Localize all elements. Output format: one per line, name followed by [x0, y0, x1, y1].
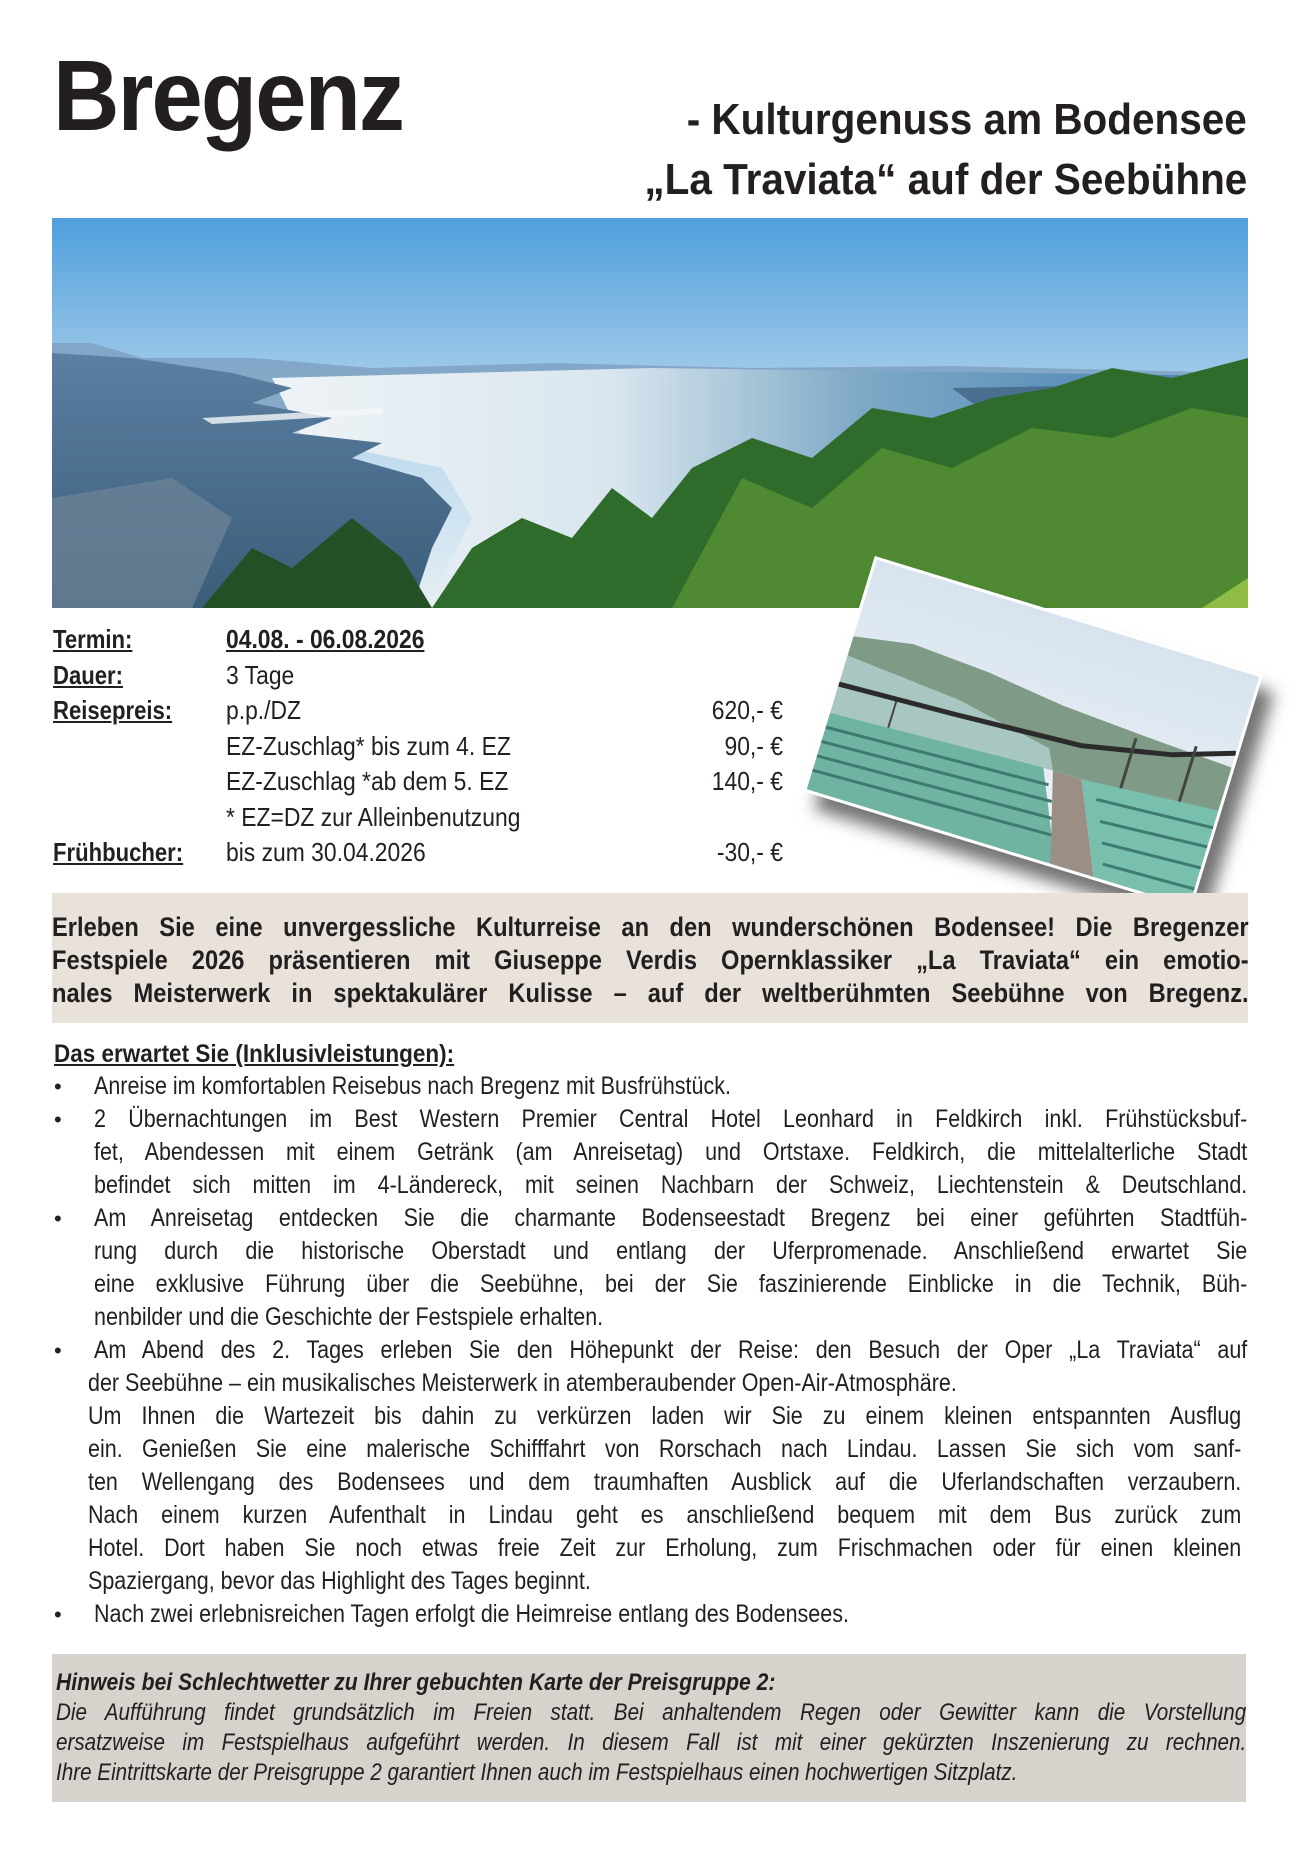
inclusions-heading: Das erwartet Sie (Inklusivleistungen): [54, 1040, 455, 1068]
fact-label: Dauer: [53, 659, 124, 690]
item-line: ten Wellengang des Bodensees und dem traumhaften Ausblick auf die Uferlandschaften verzaubern. [88, 1468, 1242, 1496]
grandstand-illustration [807, 560, 1260, 906]
bullet-icon: • [54, 1074, 62, 1099]
fact-value: EZ-Zuschlag* bis zum 4. EZ [226, 730, 511, 761]
note-line: Ihre Eintrittskarte der Preisgruppe 2 garantiert Ihnen auch im Festspielhaus einen hochwertigen Sitzplatz. [56, 1759, 1018, 1786]
item-line: Um Ihnen die Wartezeit bis dahin zu verkürzen laden wir Sie zu einem kleinen entspannten Ausflug [88, 1402, 1242, 1430]
list-item [54, 1070, 1248, 1103]
item-line: der Seebühne – ein musikalisches Meisterwerk in atemberaubender Open-Air-Atmosphäre. [88, 1369, 957, 1397]
list-item [54, 1103, 1248, 1202]
item-line: Hotel. Dort haben Sie noch etwas freie Zeit zur Erholung, zum Frischmachen oder für einen kleinen [88, 1534, 1242, 1562]
item-line: Nach einem kurzen Aufenthalt in Lindau geht es anschließend bequem mit dem Bus zurück zum [88, 1501, 1242, 1529]
intro-text [52, 911, 1249, 1010]
intro-line: Erleben Sie eine unvergessliche Kulturreise an den wunderschönen Bodensee! Die Bregenzer [52, 912, 1249, 942]
subtitle-line-2: „La Traviata“ auf der Seebühne [644, 155, 1247, 204]
item-line: Nach zwei erlebnisreichen Tagen erfolgt die Heimreise entlang des Bodensees. [94, 1600, 849, 1628]
inclusions-section [54, 1038, 1248, 1631]
item-line: Anreise im komfortablen Reisebus nach Bregenz mit Busfrühstück. [94, 1072, 731, 1100]
item-line: befindet sich mitten im 4-Ländereck, mit seinen Nachbarn der Schweiz, Liechtenstein & Deutschland. [94, 1171, 1248, 1199]
item-line: 2 Übernachtungen im Best Western Premier Central Hotel Leonhard in Feldkirch inkl. Frühstücksbuf- [94, 1105, 1248, 1133]
item-line: eine exklusive Führung über die Seebühne, bei der Sie faszinierende Einblicke in die Technik, Büh- [94, 1270, 1248, 1298]
inset-stage-photo [803, 556, 1263, 910]
hero-lake-image [52, 218, 1248, 608]
intro-box [52, 893, 1248, 1023]
bullet-icon: • [54, 1206, 62, 1231]
list-item [54, 1202, 1248, 1334]
list-item [54, 1598, 1248, 1631]
note-title: Hinweis bei Schlechtwetter zu Ihrer gebuchten Karte der Preisgruppe 2: [56, 1669, 776, 1696]
lake-panorama-illustration [52, 218, 1248, 608]
fact-value: 3 Tage [226, 659, 295, 690]
item-line: Am Anreisetag entdecken Sie die charmante Bodenseestadt Bregenz bei einer geführten Stadtfüh- [94, 1204, 1248, 1232]
subtitle-line-1: - Kulturgenuss am Bodensee [686, 95, 1247, 144]
item-line: Spaziergang, bevor das Highlight des Tages beginnt. [88, 1567, 591, 1595]
fact-label: Reisepreis: [53, 695, 173, 725]
weather-note-box [52, 1654, 1246, 1802]
bullet-icon: • [54, 1107, 62, 1132]
note-line: ersatzweise im Festspielhaus aufgeführt werden. In diesem Fall ist mit einer gekürzten Inszenierung zu rechnen. [56, 1729, 1247, 1756]
fact-label: Termin: [53, 624, 133, 654]
bullet-icon: • [54, 1338, 62, 1363]
fact-value: p.p./DZ [226, 695, 302, 725]
item-line: nenbilder und die Geschichte der Festspiele erhalten. [94, 1303, 604, 1331]
bullet-icon: • [54, 1602, 62, 1627]
item-line: rung durch die historische Oberstadt und entlang der Uferpromenade. Anschließend erwartet Sie [94, 1237, 1248, 1265]
fact-value: EZ-Zuschlag *ab dem 5. EZ [226, 766, 509, 796]
inclusions-list [54, 1070, 1248, 1631]
intro-line: nales Meisterwerk in spektakulärer Kulisse – auf der weltberühmten Seebühne von Bregenz. [52, 978, 1249, 1008]
fact-price: 140,- € [711, 766, 783, 796]
fact-price: -30,- € [716, 837, 783, 867]
note-line: Die Aufführung findet grundsätzlich im Freien statt. Bei anhaltendem Regen oder Gewitter kann die Vorstellung [56, 1699, 1247, 1726]
fact-value-date: 04.08. - 06.08.2026 [226, 624, 425, 654]
page-title: Bregenz [53, 40, 404, 152]
list-item [54, 1334, 1248, 1598]
item-line: Am Abend des 2. Tages erleben Sie den Höhepunkt der Reise: den Besuch der Oper „La Traviata“ auf [94, 1336, 1248, 1364]
item-line: fet, Abendessen mit einem Getränk (am Anreisetag) und Ortstaxe. Feldkirch, die mittelalterliche Stadt [94, 1138, 1248, 1166]
fact-value: * EZ=DZ zur Alleinbenutzung [226, 801, 521, 832]
fact-price: 90,- € [724, 730, 783, 761]
intro-line: Festspiele 2026 präsentieren mit Giuseppe Verdis Opernklassiker „La Traviata“ ein emotio- [52, 945, 1249, 975]
fact-label: Frühbucher: [53, 837, 184, 867]
item-line: ein. Genießen Sie eine malerische Schifffahrt von Rorschach nach Lindau. Lassen Sie sich vom sanf- [88, 1435, 1242, 1463]
fact-price: 620,- € [711, 695, 783, 725]
fact-value: bis zum 30.04.2026 [226, 837, 426, 867]
